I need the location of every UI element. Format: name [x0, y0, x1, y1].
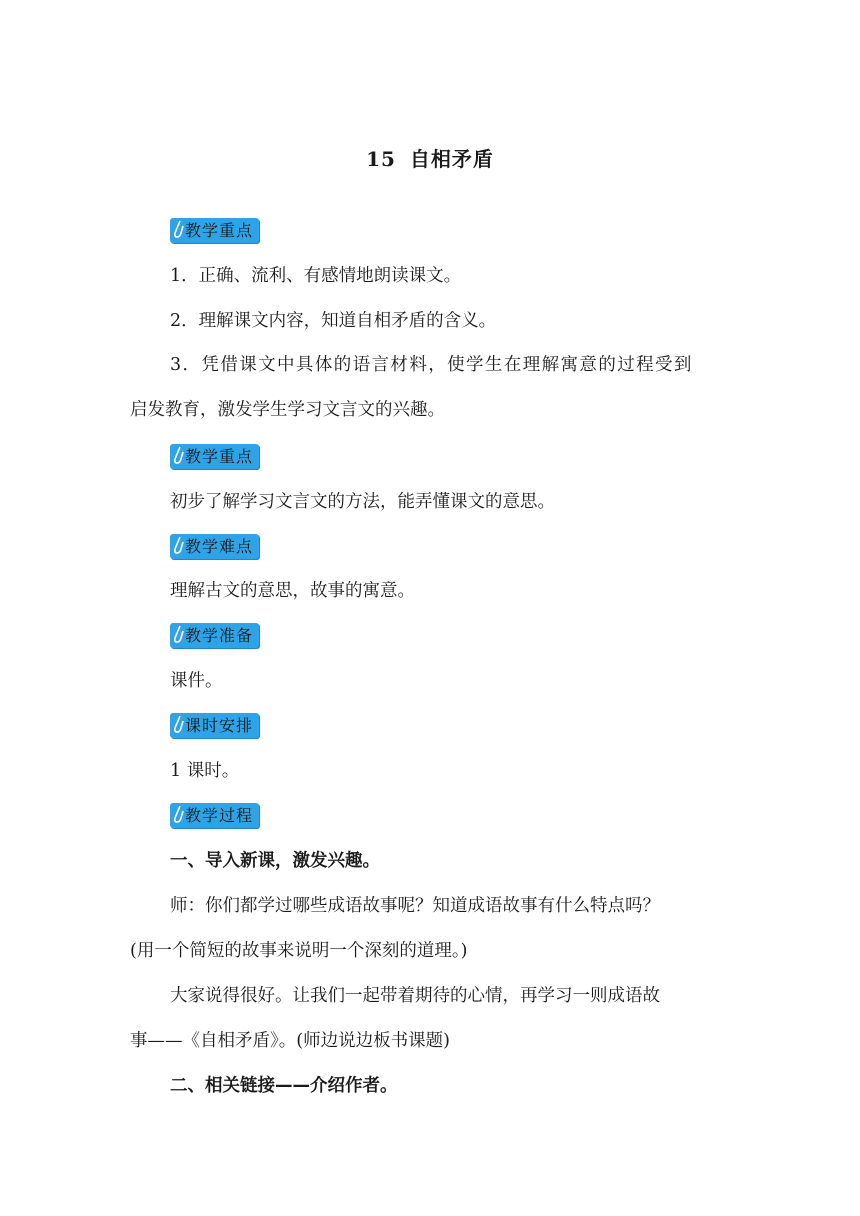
difficulty-text: 理解古文的意思，故事的寓意。: [170, 581, 415, 601]
paperclip-icon: [172, 218, 184, 247]
section-tag-label: 教学难点: [185, 537, 254, 556]
page-title: [0, 143, 860, 172]
goal-item-2: 2．理解课文内容，知道自相矛盾的含义。: [170, 311, 497, 331]
section-tag-label: 教学重点: [185, 447, 254, 466]
lesson-number: 15: [366, 147, 396, 171]
paperclip-icon: [172, 534, 184, 563]
goal-item-3: 3．凭借课文中具体的语言材料，使学生在理解寓意的过程受到: [170, 355, 693, 375]
schedule-text: 1 课时。: [170, 761, 240, 781]
lesson-title: 自相矛盾: [409, 147, 494, 171]
process-step-1: 一、导入新课，激发兴趣。: [170, 851, 380, 871]
section-tag-label: 教学过程: [185, 806, 254, 825]
key-text: 初步了解学习文言文的方法，能弄懂课文的意思。: [170, 492, 555, 512]
section-tag-prep: [170, 623, 259, 648]
process-step-2: 二、相关链接——介绍作者。: [170, 1076, 398, 1096]
section-tag-process: [170, 803, 259, 828]
process-para-1a: 师：你们都学过哪些成语故事呢？知道成语故事有什么特点吗？: [170, 896, 660, 916]
section-tag-key: [170, 444, 259, 469]
paperclip-icon: [172, 803, 184, 832]
paperclip-icon: [172, 444, 184, 473]
section-tag-label: 课时安排: [185, 716, 254, 735]
paperclip-icon: [172, 713, 184, 742]
process-para-1b: (用一个简短的故事来说明一个深刻的道理。): [130, 941, 468, 961]
goal-item-1: 1．正确、流利、有感情地朗读课文。: [170, 266, 462, 286]
prep-text: 课件。: [170, 671, 223, 691]
section-tag-label: 教学重点: [185, 221, 254, 240]
goal-item-3-cont: 启发教育，激发学生学习文言文的兴趣。: [130, 400, 445, 420]
process-para-2a: 大家说得很好。让我们一起带着期待的心情，再学习一则成语故: [170, 986, 660, 1006]
process-para-2b: 事——《自相矛盾》。(师边说边板书课题): [130, 1031, 450, 1051]
section-tag-label: 教学准备: [185, 626, 254, 645]
section-tag-goals: [170, 218, 259, 243]
paperclip-icon: [172, 623, 184, 652]
section-tag-schedule: [170, 713, 259, 738]
section-tag-difficulty: [170, 534, 259, 559]
